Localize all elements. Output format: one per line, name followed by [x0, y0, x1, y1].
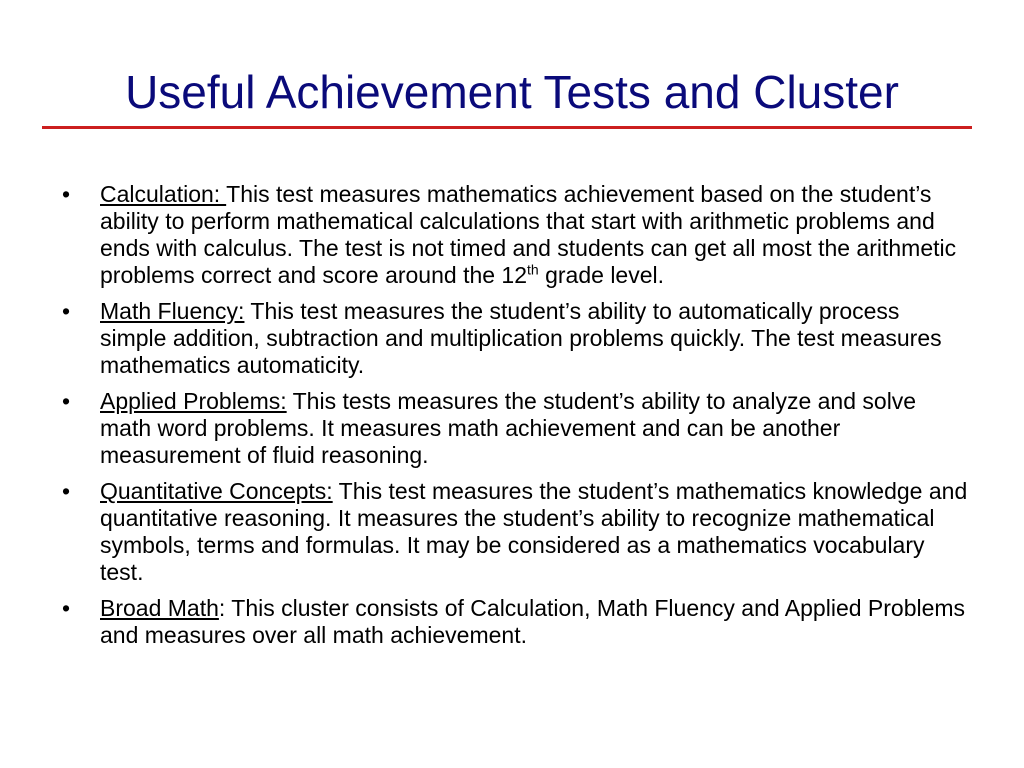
bullet-text: This test measures the student’s ability to automatically process simple addition, subtraction and multiplication problems quickly. The test measures mathematics automaticity.: [100, 298, 942, 378]
bullet-list: [62, 181, 972, 658]
bullet-item-math-fluency: [62, 298, 972, 379]
bullet-term: Calculation:: [100, 181, 227, 207]
bullet-text: : This cluster consists of Calculation, Math Fluency and Applied Problems and measures over all math achievement.: [100, 595, 966, 648]
title-divider: [42, 126, 972, 129]
slide-title: Useful Achievement Tests and Cluster: [125, 66, 899, 118]
bullet-superscript: th: [527, 261, 539, 278]
bullet-text: This test measures mathematics achievement based on the student’s ability to perform mathematical calculations that start with arithmetic problems and ends with calculus. The test is not timed and students can get all most the arithmetic problems correct and score around the 12: [100, 181, 957, 288]
bullet-item-quantitative-concepts: [62, 478, 972, 586]
bullet-term: Applied Problems:: [100, 388, 287, 414]
bullet-mark: •: [62, 478, 71, 504]
bullet-mark: •: [62, 595, 71, 621]
bullet-item-applied-problems: [62, 388, 972, 469]
bullet-term: Broad Math: [100, 595, 219, 621]
bullet-mark: •: [62, 298, 71, 324]
bullet-term: Math Fluency:: [100, 298, 245, 324]
bullet-text: This test measures the student’s mathematics knowledge and quantitative reasoning. It measures the student’s ability to recognize mathematical symbols, terms and formulas. It may be considered as a mathematics vocabulary test.: [100, 478, 968, 585]
bullet-mark: •: [62, 388, 71, 414]
bullet-item-broad-math: [62, 595, 972, 649]
bullet-term: Quantitative Concepts:: [100, 478, 333, 504]
bullet-item-calculation: [62, 181, 972, 289]
bullet-text-tail: grade level.: [538, 262, 665, 288]
bullet-text: This tests measures the student’s ability to analyze and solve math word problems. It measures math achievement and can be another measurement of fluid reasoning.: [100, 388, 917, 468]
bullet-mark: •: [62, 181, 71, 207]
